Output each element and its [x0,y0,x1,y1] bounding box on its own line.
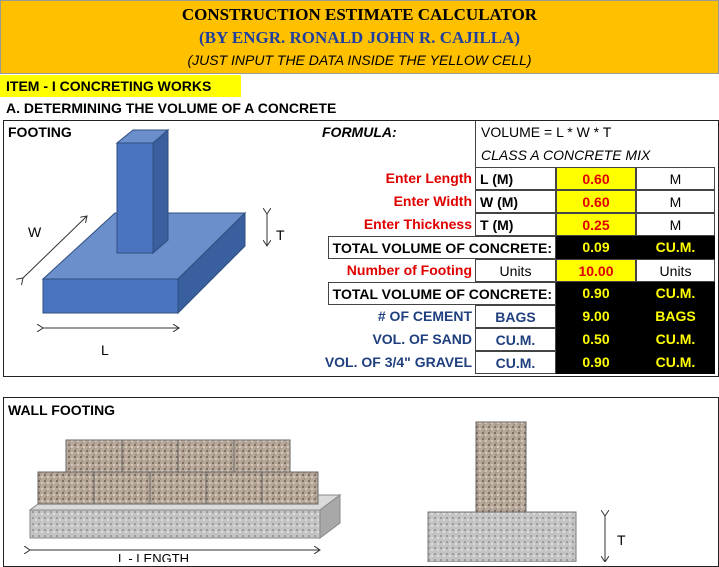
slab-front-face [43,279,178,313]
section-heading: A. DETERMINING THE VOLUME OF A CONCRETE [6,100,337,116]
footing-count-label: Number of Footing [346,262,472,278]
dim-w-label: W [28,224,42,240]
footing-count-symbol: Units [475,259,556,282]
block [234,440,290,472]
mix-text: CLASS A CONCRETE MIX [481,147,651,163]
cement-unit: BAGS [636,305,715,328]
block [38,472,94,504]
gravel-value: 0.90 [556,351,636,374]
cement-value: 9.00 [556,305,636,328]
formula-label: FORMULA: [322,124,397,140]
footing-count-input[interactable]: 10.00 [556,259,636,282]
block [150,472,206,504]
grand-total-value: 0.90 [556,282,636,305]
width-input[interactable]: 0.60 [556,190,636,213]
gravel-unit: CU.M. [636,351,715,374]
length-unit: M [636,167,715,190]
length-symbol: L (M) [475,167,556,190]
footing-label: FOOTING [8,124,72,140]
gravel-label: VOL. OF 3/4" GRAVEL [324,354,472,370]
length-label: Enter Length [385,170,472,186]
wall-length-label: L - LENGTH [118,554,190,562]
thickness-input[interactable]: 0.25 [556,213,636,236]
author-line: (BY ENGR. RONALD JOHN R. CAJILLA) [199,28,520,47]
thickness-unit: M [636,213,715,236]
dim-l-label: L [101,342,109,358]
wall-footing-diagram [20,420,710,562]
mix-type [475,144,719,167]
total-volume-label: TOTAL VOLUME OF CONCRETE: [328,236,556,259]
block [94,472,150,504]
column-front-face [117,143,153,253]
block [122,440,178,472]
section-base [428,512,576,562]
sand-value: 0.50 [556,328,636,351]
block [178,440,234,472]
sand-label: VOL. OF SAND [372,331,472,347]
title-banner [0,0,719,74]
total-volume-unit: CU.M. [636,236,715,259]
block [206,472,262,504]
block [262,472,318,504]
width-label: Enter Width [393,193,472,209]
cement-label: # OF CEMENT [377,308,472,324]
gravel-symbol: CU.M. [475,351,556,374]
dim-t-label: T [276,227,285,243]
thickness-symbol: T (M) [475,213,556,236]
block [66,440,122,472]
formula-text: VOLUME = L * W * T [481,124,612,140]
thickness-label: Enter Thickness [363,216,472,232]
wall-dim-t-label: T [617,532,626,548]
grand-total-label: TOTAL VOLUME OF CONCRETE: [328,282,556,305]
cement-symbol: BAGS [475,305,556,328]
column-side-face [153,130,168,253]
footing-diagram [15,128,315,368]
app-title: CONSTRUCTION ESTIMATE CALCULATOR [181,5,538,24]
total-volume-value: 0.09 [556,236,636,259]
sand-symbol: CU.M. [475,328,556,351]
wall-footing-label: WALL FOOTING [8,402,116,418]
section-wall [476,422,526,512]
grand-total-unit: CU.M. [636,282,715,305]
width-symbol: W (M) [475,190,556,213]
formula-expression [475,121,719,144]
width-unit: M [636,190,715,213]
item-heading: ITEM - I CONCRETING WORKS [0,75,241,97]
footing-count-unit: Units [636,259,715,282]
instruction-line: (JUST INPUT THE DATA INSIDE THE YELLOW CELL) [187,52,532,68]
sand-unit: CU.M. [636,328,715,351]
length-input[interactable]: 0.60 [556,167,636,190]
wall-base-front [30,510,320,538]
